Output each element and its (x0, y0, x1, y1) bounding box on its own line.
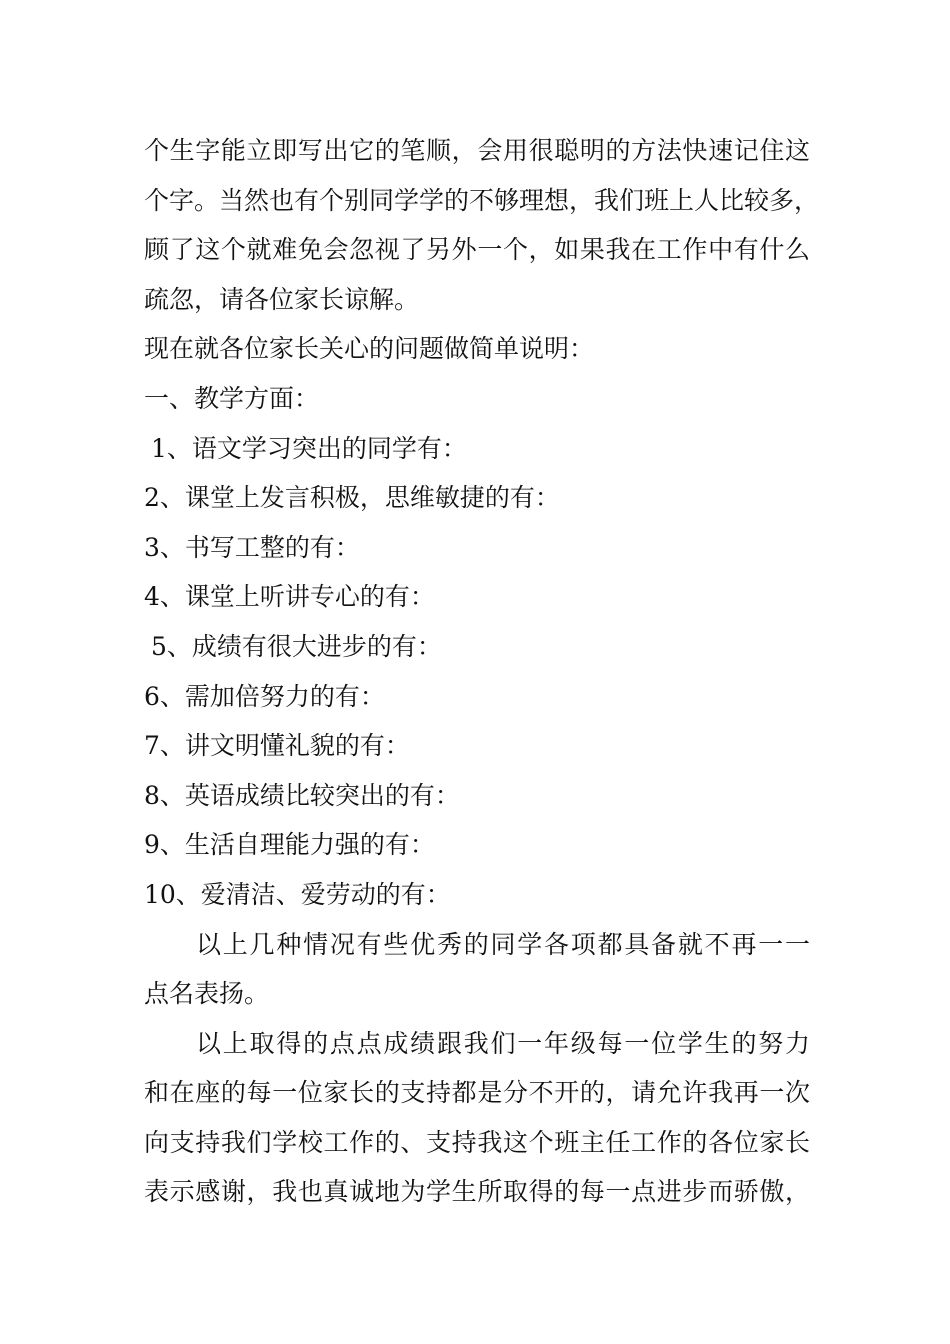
list-item: 2、课堂上发言积极，思维敏捷的有： (144, 483, 560, 513)
list-item: 5、成绩有很大进步的有： (151, 631, 442, 661)
paragraph-two (144, 920, 810, 1019)
paragraph-line: 个字。当然也有个别同学学的不够理想，我们班上人比较多， (144, 185, 820, 215)
list-item: 10、爱清洁、爱劳动的有： (144, 879, 451, 909)
paragraph-line: 表示感谢，我也真诚地为学生所取得的每一点进步而骄傲， (144, 1177, 810, 1207)
list-item: 3、书写工整的有： (144, 532, 360, 562)
paragraph-line: 以上取得的点点成绩跟我们一年级每一位学生的努力 (196, 1028, 810, 1058)
paragraph-line: 以上几种情况有些优秀的同学各项都具备就不再一一 (196, 929, 810, 959)
section-heading: 一、教学方面： (144, 383, 320, 413)
paragraph-line: 个生字能立即写出它的笔顺，会用很聪明的方法快速记住这 (144, 136, 810, 165)
paragraph-line: 向支持我们学校工作的、支持我这个班主任工作的各位家长 (144, 1127, 810, 1157)
paragraph-three (144, 1019, 810, 1217)
document-body (144, 126, 820, 1217)
list-item: 6、需加倍努力的有： (144, 681, 385, 711)
paragraph-line: 和在座的每一位家长的支持都是分不开的，请允许我再一次 (144, 1078, 810, 1108)
paragraph-line: 疏忽，请各位家长谅解。 (144, 284, 420, 314)
list-item: 1、语文学习突出的同学有： (151, 433, 467, 463)
intro-line: 现在就各位家长关心的问题做简单说明： (144, 334, 595, 364)
paragraph-line: 顾了这个就难免会忽视了另外一个，如果我在工作中有什么 (144, 235, 810, 265)
list-item: 8、英语成绩比较突出的有： (144, 780, 460, 810)
list-item: 9、生活自理能力强的有： (144, 830, 435, 860)
list-item: 7、讲文明懂礼貌的有： (144, 731, 410, 761)
item-list (144, 424, 810, 920)
list-item: 4、课堂上听讲专心的有： (144, 582, 435, 612)
opening-paragraph (144, 126, 820, 324)
paragraph-line: 点名表扬。 (144, 979, 270, 1009)
